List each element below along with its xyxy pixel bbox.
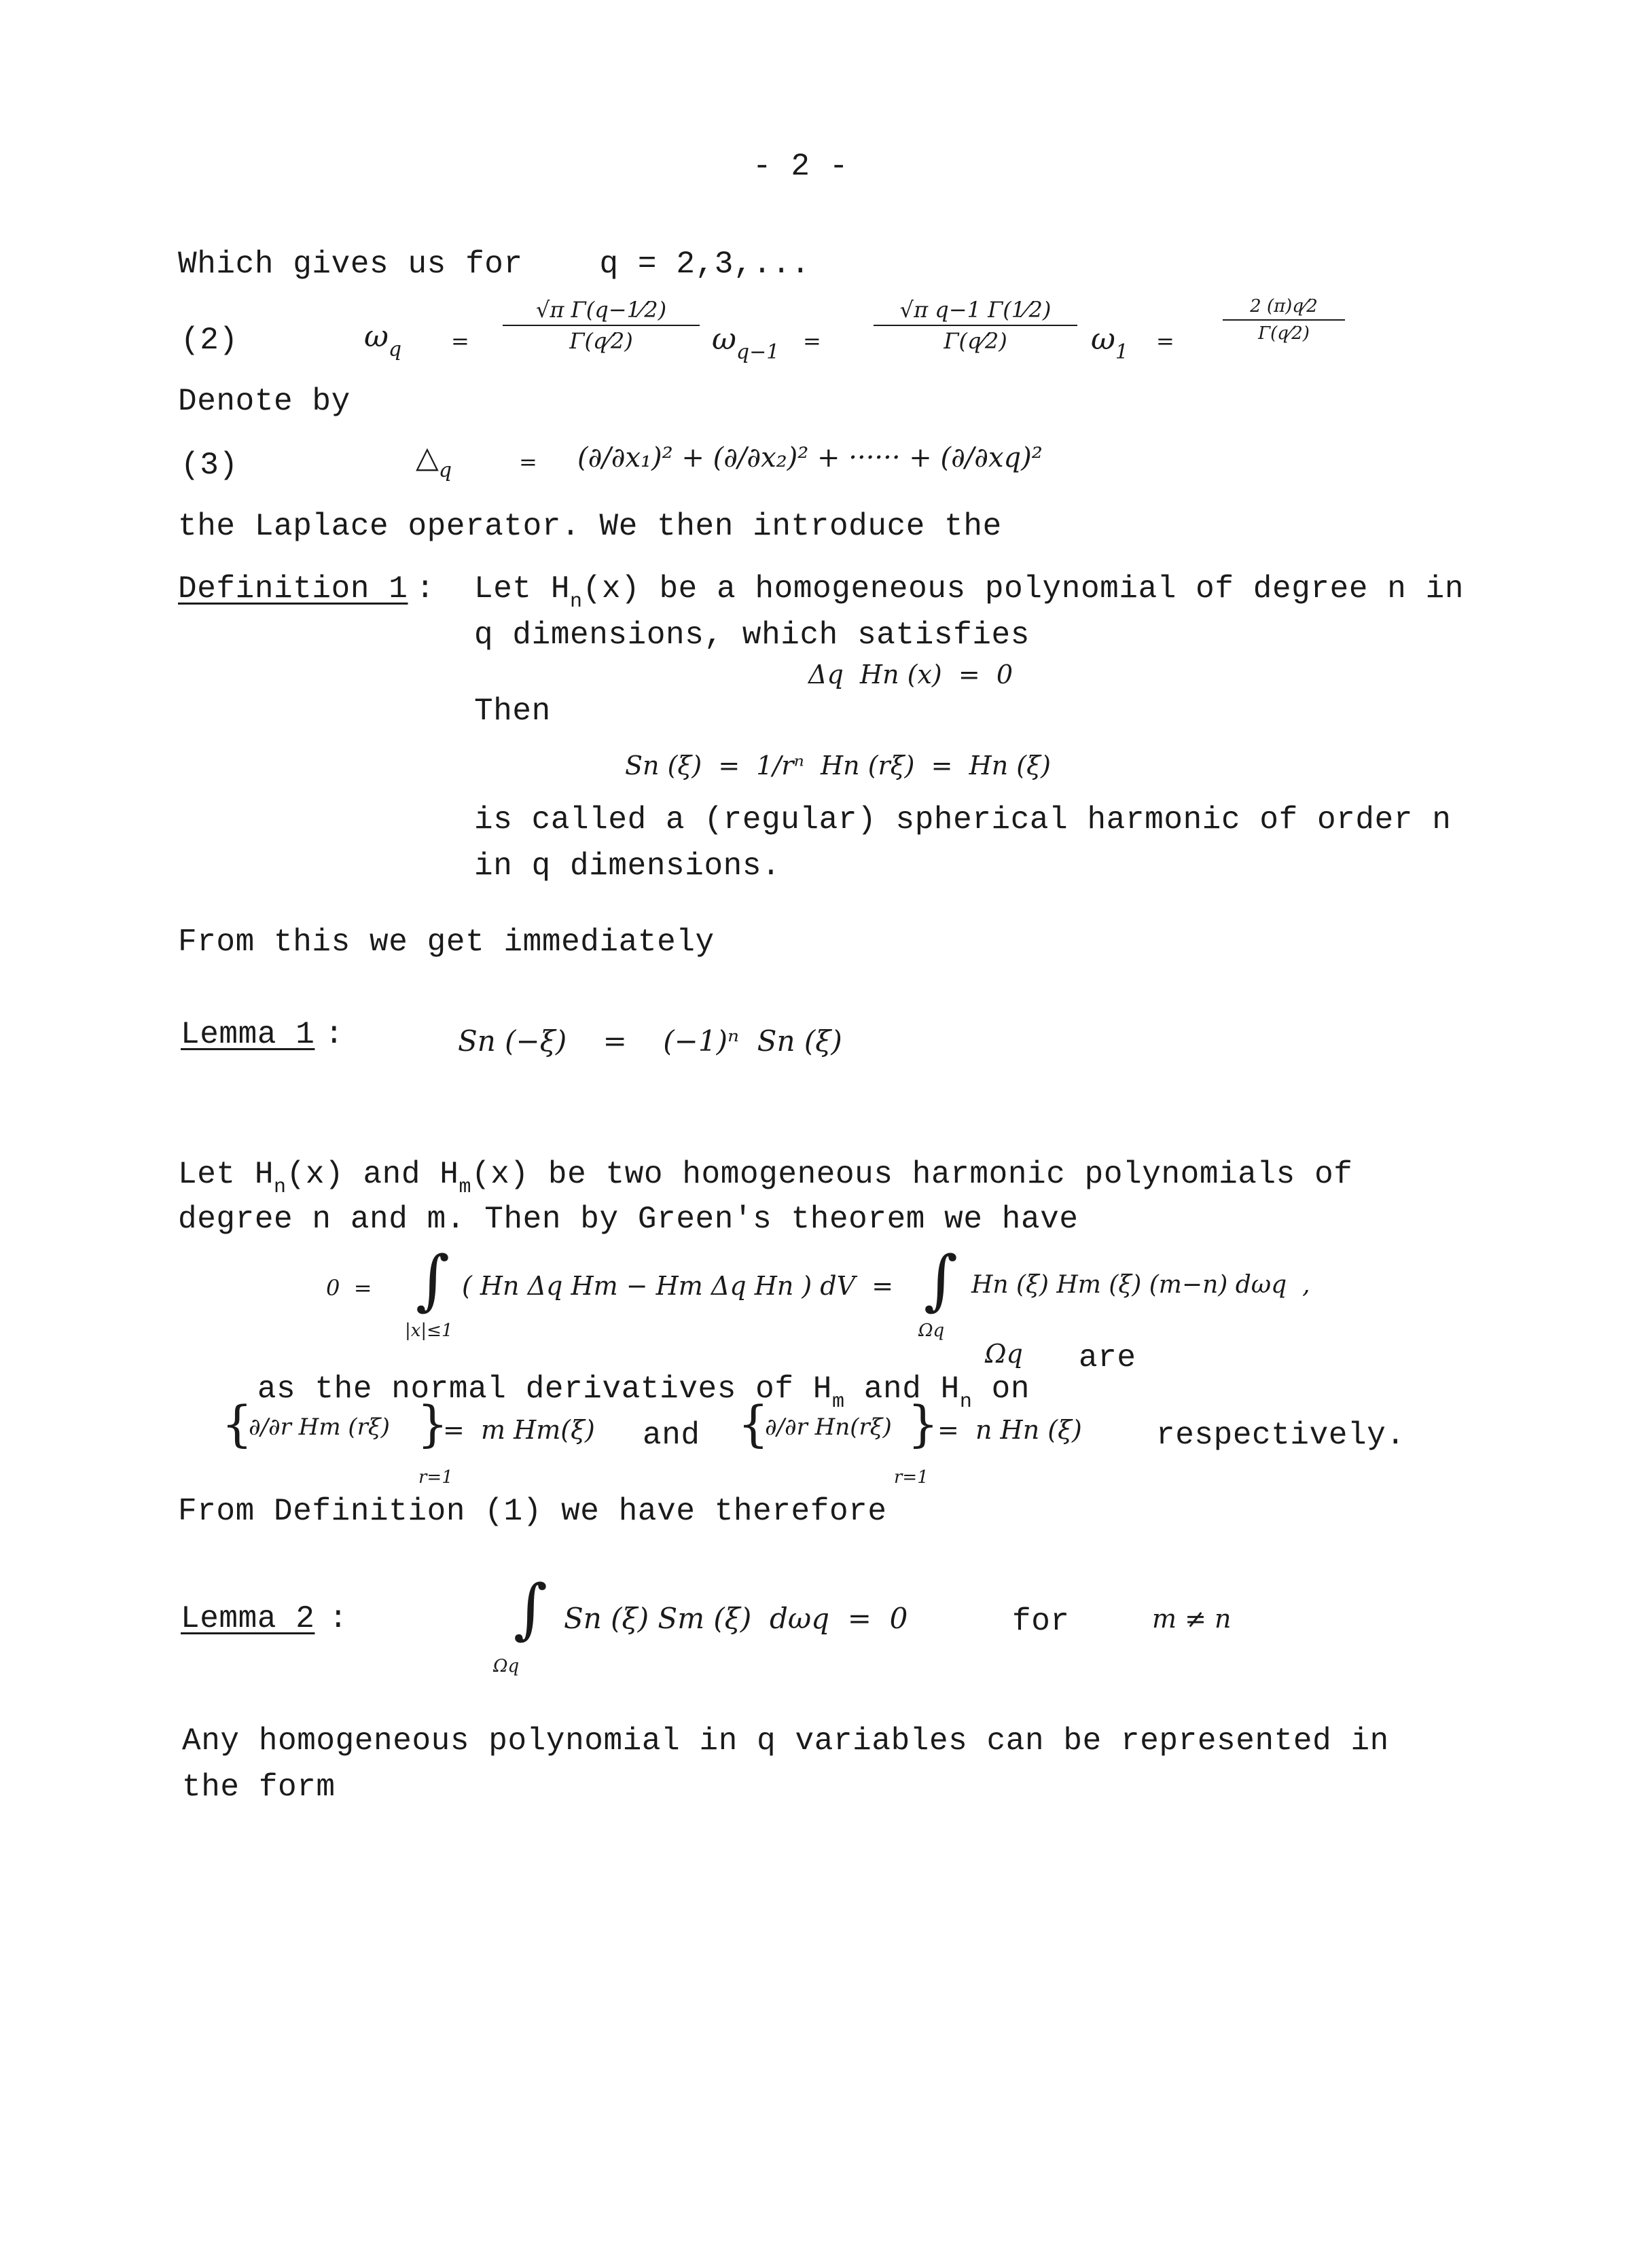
laplace-line: the Laplace operator. We then introduce the: [178, 509, 1002, 544]
eq2-fraction-1: √π Γ(q−1⁄2) Γ(q⁄2): [503, 299, 700, 352]
definition-line-3: is called a (regular) spherical harmonic of order n: [474, 802, 1452, 838]
deriv-left-rhs: = m Hm(ξ): [443, 1415, 595, 1445]
deriv-and: and: [643, 1418, 700, 1453]
normal-derivatives-line: as the normal derivatives of $H_m$ and $H_n$ on: [257, 1371, 1030, 1414]
page-number: - 2 -: [753, 149, 849, 184]
eq3-rhs: (∂/∂x₁)² + (∂/∂x₂)² + ······ + (∂/∂xq)²: [577, 442, 1043, 473]
eq2-equals-2: =: [803, 328, 821, 354]
from-definition-line: From Definition (1) we have therefore: [178, 1494, 887, 1529]
deriv-respectively: respectively.: [1156, 1418, 1405, 1453]
from-this-line: From this we get immediately: [178, 925, 715, 960]
deriv-right-brace-close: }: [908, 1395, 939, 1452]
final-line-2: the form: [182, 1770, 336, 1805]
para2-line-1: Let $H_n(x)$ and $H_m(x)$ be two homogeneous harmonic polynomials of: [178, 1157, 1353, 1199]
green-integral-1: ∫: [416, 1242, 450, 1318]
eq2-lhs: $\omega_q$: [364, 319, 402, 361]
eq2-equals-1: =: [451, 328, 469, 354]
green-integrand-2: Hn (ξ) Hm (ξ) (m−n) dωq ,: [971, 1271, 1310, 1299]
para2-line-2: degree n and m. Then by Green's theorem we have: [178, 1202, 1079, 1237]
eq2-equals-3: =: [1156, 328, 1174, 354]
lemma1-formula: Sn (−ξ) = (−1)ⁿ Sn (ξ): [458, 1024, 842, 1058]
deriv-left: ∂/∂r Hm (rξ): [249, 1414, 390, 1441]
intro-line: Which gives us for q = 2,3,...: [178, 247, 810, 282]
lemma2-heading: Lemma 2: [181, 1601, 315, 1636]
lemma2-integrand: Sn (ξ) Sm (ξ) dωq = 0: [564, 1602, 908, 1635]
definition-colon: :: [416, 571, 435, 607]
green-lhs: 0 =: [326, 1275, 372, 1301]
eq2-omega-1: $\omega_1$: [1091, 322, 1128, 364]
deriv-right-rhs: = n Hn (ξ): [937, 1415, 1082, 1445]
definition-line-2: q dimensions, which satisfies: [474, 617, 1030, 653]
lemma2-colon: :: [329, 1601, 348, 1636]
eq3-lhs: $\triangle_q$: [416, 440, 452, 482]
eq3-equals: =: [519, 449, 537, 475]
eq3-label: (3): [181, 448, 238, 483]
deriv-right-brace-open: {: [738, 1395, 769, 1452]
lemma2-domain: Ωq: [493, 1656, 520, 1676]
definition-then: Then: [474, 694, 551, 729]
eq2-fraction-2: √π q−1 Γ(1⁄2) Γ(q⁄2): [874, 299, 1077, 352]
green-integral-1-domain: |x|≤1: [405, 1321, 453, 1341]
normal-omega: Ωq: [985, 1339, 1023, 1369]
lemma2-for: for: [1012, 1604, 1070, 1639]
definition-sn-eq: Sn (ξ) = 1/rⁿ Hn (rξ) = Hn (ξ): [625, 751, 1051, 780]
eq2-omega-qm1: $\omega_{q-1}$: [712, 322, 780, 364]
definition-laplace-eq: Δq Hn (x) = 0: [808, 660, 1013, 689]
deriv-right: ∂/∂r Hn(rξ): [765, 1414, 892, 1441]
deriv-left-eval: r=1: [418, 1467, 453, 1488]
definition-heading: Definition 1: [178, 571, 408, 607]
deriv-right-eval: r=1: [894, 1467, 929, 1488]
deriv-left-brace-open: {: [221, 1395, 253, 1452]
green-integrand-1: ( Hn Δq Hm − Hm Δq Hn ) dV =: [462, 1271, 894, 1301]
lemma1-heading: Lemma 1: [181, 1017, 315, 1052]
deriv-left-brace-close: }: [417, 1395, 448, 1452]
denote-by: Denote by: [178, 384, 351, 419]
normal-are: are: [1079, 1340, 1136, 1376]
lemma2-integral: ∫: [514, 1571, 548, 1647]
definition-line-1: Let $H_n(x)$ be a homogeneous polynomial of degree n in: [474, 571, 1465, 613]
lemma1-colon: :: [325, 1017, 344, 1052]
final-line-1: Any homogeneous polynomial in q variables can be represented in: [182, 1723, 1389, 1759]
green-integral-2: ∫: [924, 1242, 958, 1318]
green-integral-2-domain: Ωq: [918, 1321, 945, 1341]
eq2-label: (2): [181, 323, 238, 358]
lemma2-condition: m ≠ n: [1152, 1604, 1232, 1634]
definition-line-4: in q dimensions.: [474, 848, 781, 884]
eq2-fraction-3: 2 (π)q⁄2 Γ(q⁄2): [1223, 298, 1345, 342]
